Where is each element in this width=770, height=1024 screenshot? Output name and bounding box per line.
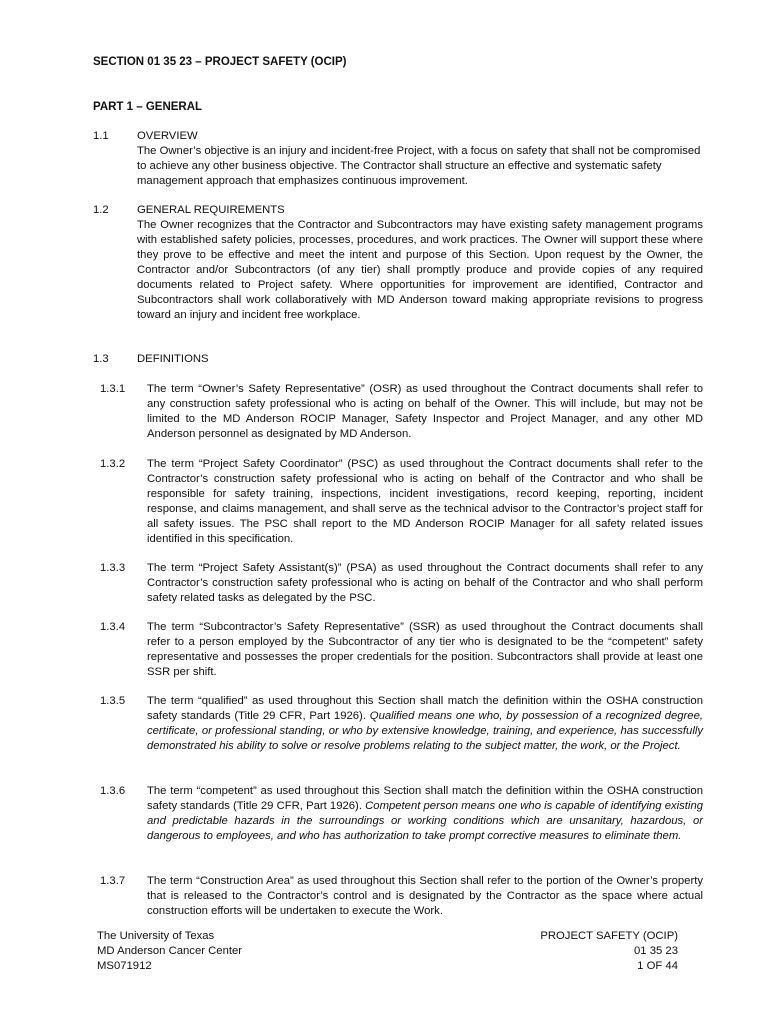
section-number: 1.2 xyxy=(93,204,109,216)
definition-number: 1.3.3 xyxy=(100,562,126,574)
definition-number: 1.3.7 xyxy=(100,875,126,887)
part-title: PART 1 – GENERAL xyxy=(93,101,203,113)
footer-doc-id: MS071912 xyxy=(97,960,152,972)
definition-quote: Competent person means one who is capable of identifying existing and predictable hazards in the surroundings or working conditions which are unsanitary, hazardous, or dangerous to employees, and who has authorization to take prompt corrective measures to eliminate them. xyxy=(147,800,704,842)
definition-text: The term “Project Safety Assistant(s)” (PSA) as used throughout the Contract documents shall refer to any Contractor’s construction safety professional who is acting on behalf of the Contractor and who shall perform safety related tasks as delegated by the PSC. xyxy=(147,562,703,604)
section-heading: OVERVIEW xyxy=(137,130,198,142)
definition-number: 1.3.4 xyxy=(100,621,126,633)
definition-1-3-2 xyxy=(100,457,703,547)
section-number: 1.3 xyxy=(93,353,109,365)
definition-1-3-3 xyxy=(100,561,703,606)
definition-quote: Qualified means one who, by possession of a recognized degree, certificate, or professional standing, or who by extensive knowledge, training, and experience, has successfully demonstrated his ability to solve or resolve problems relating to the subject matter, the work, or the Project. xyxy=(147,710,703,752)
footer-section-name: PROJECT SAFETY (OCIP) xyxy=(540,930,678,942)
section-title: SECTION 01 35 23 – PROJECT SAFETY (OCIP) xyxy=(93,56,347,68)
footer-page-number: 1 OF 44 xyxy=(637,960,678,972)
section-heading: GENERAL REQUIREMENTS xyxy=(137,204,285,216)
definition-1-3-1 xyxy=(100,382,703,442)
definition-1-3-6 xyxy=(100,784,703,844)
section-general-requirements xyxy=(93,203,703,323)
section-text: The Owner recognizes that the Contractor and Subcontractors may have existing safety management programs with established safety policies, processes, procedures, and work practices. The Owner will support these where they prove to be effective and meet the intent and purpose of this Section. Upon request by the Owner, the Contractor and/or Subcontractors (of any tier) shall promptly produce and provide copies of any required documents related to Project safety. Where opportunities for improvement are identified, Contractor and Subcontractors shall work collaboratively with MD Anderson toward making appropriate revisions to progress toward an injury and incident free workplace. xyxy=(137,219,703,321)
definition-number: 1.3.2 xyxy=(100,458,126,470)
definition-text: The term “competent” as used throughout this Section shall match the definition within the OSHA construction safety standards (Title 29 CFR, Part 1926). xyxy=(147,785,703,812)
definition-1-3-5 xyxy=(100,694,703,754)
definition-number: 1.3.5 xyxy=(100,695,126,707)
footer-left xyxy=(97,929,242,974)
footer-institution: The University of Texas xyxy=(97,930,215,942)
definition-text: The term “Owner’s Safety Representative” (OSR) as used throughout the Contract documents shall refer to any construction safety professional who is acting on behalf of the Owner. This will include, but may not be limited to the MD Anderson ROCIP Manager, Safety Inspector and Project Manager, and any other MD Anderson personnel as designated by MD Anderson. xyxy=(147,383,703,440)
definition-text: The term “Construction Area” as used throughout this Section shall refer to the portion of the Owner’s property that is released to the Contractor’s control and is designated by the Contractor as the space where actual construction efforts will be undertaken to execute the Work. xyxy=(147,875,703,917)
section-text: The Owner’s objective is an injury and incident-free Project, with a focus on safety that shall not be compromised to achieve any other business objective. The Contractor shall structure an effective and systematic safety management approach that emphasizes continuous improvement. xyxy=(137,145,701,187)
definition-1-3-7 xyxy=(100,874,703,919)
definition-number: 1.3.1 xyxy=(100,383,126,395)
definition-text: The term “qualified” as used throughout this Section shall match the definition within the OSHA construction safety standards (Title 29 CFR, Part 1926). xyxy=(147,695,703,722)
definition-1-3-4 xyxy=(100,620,703,680)
definition-text: The term “Project Safety Coordinator” (PSC) as used throughout the Contract documents shall refer to the Contractor’s construction safety professional who is acting on behalf of the Contractor and who shall be responsible for safety training, inspections, incident investigations, record keeping, reporting, incident response, and claims management, and shall serve as the technical advisor to the Contractor’s project staff for all safety issues. The PSC shall report to the MD Anderson ROCIP Manager for all safety related issues identified in this specification. xyxy=(147,458,703,545)
footer-section-number: 01 35 23 xyxy=(634,945,678,957)
section-overview xyxy=(93,129,703,189)
section-number: 1.1 xyxy=(93,130,109,142)
section-definitions xyxy=(93,352,703,367)
footer-right xyxy=(540,929,678,974)
section-heading: DEFINITIONS xyxy=(137,353,209,365)
footer-center: MD Anderson Cancer Center xyxy=(97,945,243,957)
definition-text: The term “Subcontractor’s Safety Representative” (SSR) as used throughout the Contract documents shall refer to a person employed by the Subcontractor of any tier who is designated to be the “competent” safety representative and possesses the proper credentials for the position. Subcontractors shall provide at least one SSR per shift. xyxy=(147,621,703,678)
definition-number: 1.3.6 xyxy=(100,785,126,797)
